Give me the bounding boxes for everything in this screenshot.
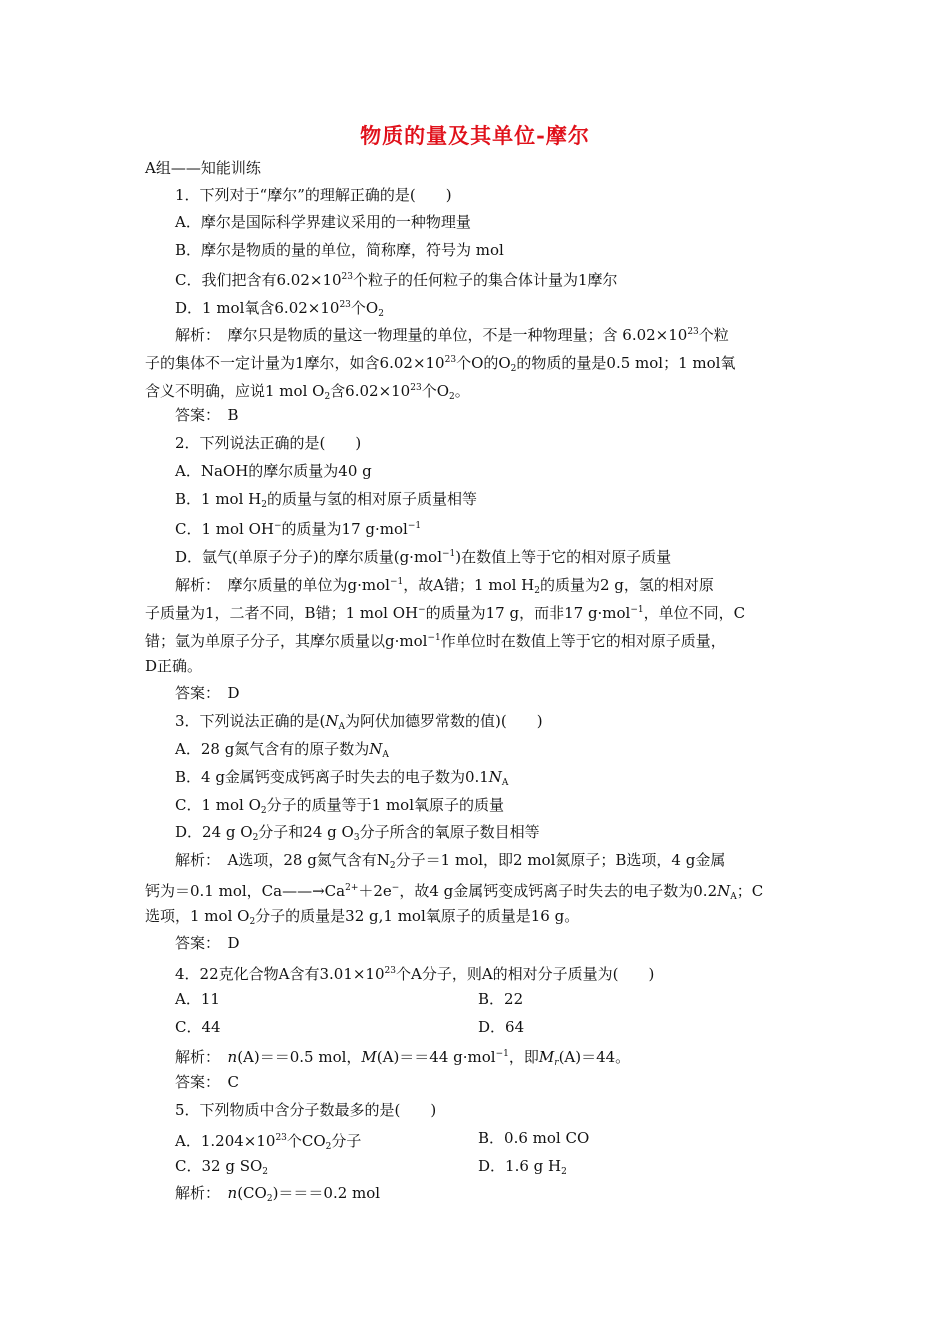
q1-option-a: A．摩尔是国际科学界建议采用的一种物理量 — [175, 213, 471, 231]
q2-explanation-line4: D正确。 — [145, 657, 203, 675]
q3-explanation-line2: 钙为＝0.1 mol，$Ca——\to Ca^{2+}+2e^-$，故4 g金属钙变成钙离子时失去的电子数为$0.2N_A$；C — [145, 882, 764, 902]
q4-option-b: B．22 — [478, 990, 524, 1008]
q3-stem: 3．下列说法正确的是($N_A$为阿伏加德罗常数的值)( ) — [175, 712, 543, 732]
q2-explanation-line1: 解析： 摩尔质量的单位为g·mol$^{-1}$，故A错；1 mol $H_2$的质量为2 g，氢的相对原 — [175, 576, 714, 596]
q3-explanation-line3: 选项，1 mol $O_2$分子的质量是32 g,1 mol氧原子的质量是16 g。 — [145, 907, 580, 927]
q2-answer: 答案： D — [175, 684, 240, 702]
q2-option-d: D．氩气(单原子分子)的摩尔质量(g·mol$^{-1}$)在数值上等于它的相对原子质量 — [175, 548, 672, 566]
q4-answer: 答案： C — [175, 1073, 239, 1091]
q1-option-b: B．摩尔是物质的量的单位，简称摩，符号为 mol — [175, 241, 504, 259]
q1-explanation-line2: 子的集体不一定计量为1摩尔，如含$6.02\times 10^{23}$个O的$O_2$的物质的量是0.5 mol；1 mol氧 — [145, 354, 736, 374]
q4-explanation: 解析： n(A)＝＝0.5 mol，M(A)＝＝44 g·mol$^{-1}$，即$M_r(A)=44$。 — [175, 1048, 631, 1068]
q1-answer: 答案： B — [175, 406, 239, 424]
q3-option-d: D．24 g $O_2$分子和24 g $O_3$分子所含的氧原子数目相等 — [175, 823, 540, 843]
section-heading: A组——知能训练 — [145, 159, 261, 177]
q2-explanation-line2: 子质量为1，二者不同，B错；1 mol OH−的质量为17 g，而非17 g·mol$^{-1}$，单位不同，C — [145, 604, 746, 622]
q5-option-d: D．1.6 g $H_2$ — [478, 1157, 567, 1177]
q4-stem: 4．22克化合物A含有$3.01\times 10^{23}$个A分子，则A的相对分子质量为( ) — [175, 965, 655, 983]
q2-option-c: C．1 mol OH−的质量为17 g·mol$^{-1}$ — [175, 520, 422, 538]
q4-option-d: D．64 — [478, 1018, 525, 1036]
q1-explanation-line1: 解析： 摩尔只是物质的量这一物理量的单位，不是一种物理量；含 $6.02\times 10^{23}$个粒 — [175, 326, 729, 344]
q3-option-c: C．1 mol $O_2$分子的质量等于1 mol氧原子的质量 — [175, 796, 505, 816]
q1-option-d: D．1 mol氧含$6.02\times 10^{23}$个$O_2$ — [175, 299, 384, 319]
q3-option-b: B．4 g金属钙变成钙离子时失去的电子数为$0.1N_A$ — [175, 768, 509, 788]
q5-stem: 5．下列物质中含分子数最多的是( ) — [175, 1101, 437, 1119]
q2-option-b: B．1 mol $H_2$的质量与氢的相对原子质量相等 — [175, 490, 477, 510]
q3-answer: 答案： D — [175, 934, 240, 952]
q5-explanation: 解析： $n(CO_2)===0.2$ mol — [175, 1184, 381, 1204]
q1-option-c: C．我们把含有$6.02\times 10^{23}$个粒子的任何粒子的集合体计量为1摩尔 — [175, 271, 618, 289]
page-title: 物质的量及其单位-摩尔 — [360, 123, 590, 148]
q5-option-b: B．0.6 mol CO — [478, 1129, 590, 1147]
q1-stem: 1．下列对于“摩尔”的理解正确的是( ) — [175, 186, 452, 204]
q2-option-a: A．NaOH的摩尔质量为40 g — [175, 462, 372, 480]
q3-explanation-line1: 解析： A选项，28 g氮气含有$N_2$分子＝1 mol，即2 mol氮原子；B选项，4 g金属 — [175, 851, 726, 871]
q1-explanation-line3: 含义不明确，应说1 mol $O_2$含$6.02\times 10^{23}$个$O_2$。 — [145, 382, 470, 402]
q3-option-a: A．28 g氮气含有的原子数为$N_A$ — [175, 740, 389, 760]
q4-option-c: C．44 — [175, 1018, 221, 1036]
q4-option-a: A．11 — [175, 990, 220, 1008]
q5-option-c: C．32 g $SO_2$ — [175, 1157, 269, 1177]
q2-stem: 2．下列说法正确的是( ) — [175, 434, 362, 452]
q5-option-a: A．$1.204\times 10^{23}$个$CO_2$分子 — [175, 1132, 362, 1152]
q2-explanation-line3: 错；氩为单原子分子，其摩尔质量以g·mol$^{-1}$作单位时在数值上等于它的相对原子质量， — [145, 632, 726, 650]
